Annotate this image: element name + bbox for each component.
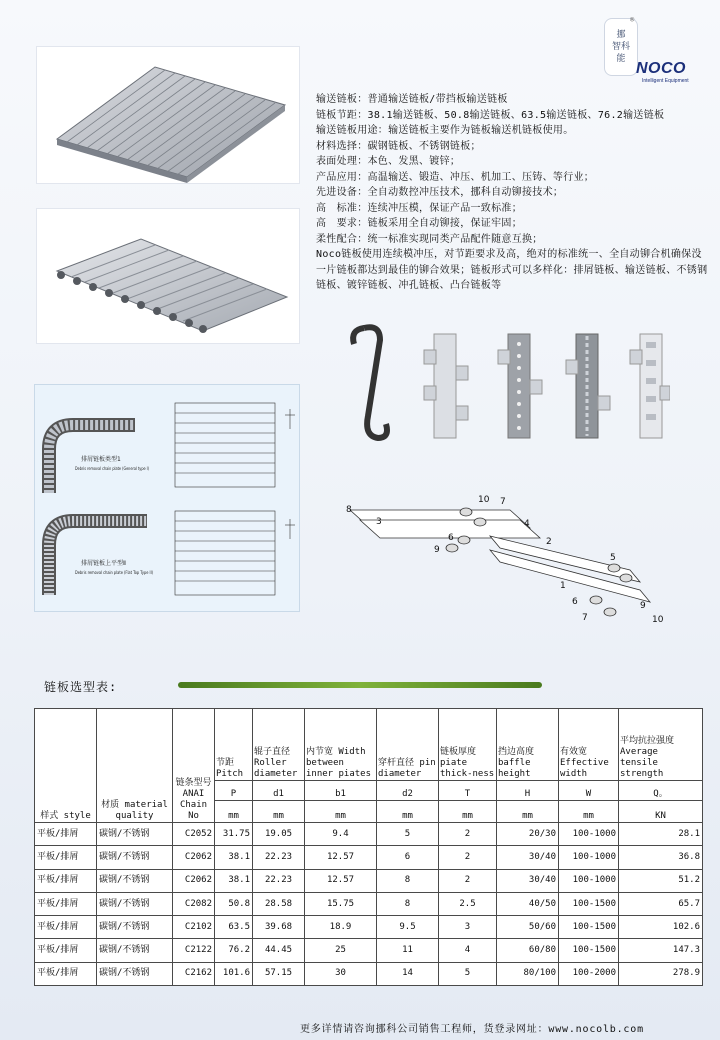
chain-no-cell: C2122 <box>173 939 215 962</box>
style-cell: 平板/排屑 <box>35 892 97 915</box>
effective-width-cell: 100-1000 <box>559 823 619 846</box>
header-pin: 穿杆直径 pin diameter <box>377 709 439 781</box>
part-number: 6 <box>572 597 578 607</box>
pin-cell: 8 <box>377 869 439 892</box>
header-pitch: 节距 Pitch <box>215 709 253 781</box>
symbol-cell: d1 <box>253 781 305 801</box>
flat-chain-plate-photo <box>36 46 300 184</box>
desc-line-usage: 输送链板用途：输送链板主要作为链板输送机链板使用。 <box>316 125 574 136</box>
part-number: 8 <box>346 505 352 515</box>
desc-line-noco: Noco链板使用连续模冲压，对节距要求及高，绝对的标准统一、全自动铆合机确保没一片链板都达到最佳的铆合效果；链板形式可以多样化：排屑链板、输送链板、不锈钢链板、镀锌链板、冲孔链板、凸台链板等 <box>316 249 708 291</box>
inner-width-cell: 12.57 <box>305 846 377 869</box>
chain-no-cell: C2082 <box>173 892 215 915</box>
unit-cell: mm <box>253 801 305 823</box>
flat-chain-plate-drawing <box>37 47 301 185</box>
part-number: 1 <box>560 581 566 591</box>
part-number: 9 <box>640 601 646 611</box>
baffle-cell: 30/40 <box>497 846 559 869</box>
roller-cell: 22.23 <box>253 869 305 892</box>
part-number: 9 <box>434 545 440 555</box>
symbol-cell: Q。 <box>619 781 703 801</box>
pin-cell: 5 <box>377 823 439 846</box>
effective-width-cell: 100-1000 <box>559 846 619 869</box>
pin-cell: 11 <box>377 939 439 962</box>
tensile-cell: 28.1 <box>619 823 703 846</box>
pitch-cell: 38.1 <box>215 869 253 892</box>
unit-cell: mm <box>559 801 619 823</box>
desc-line-pitch: 链板节距：38.1输送链板、50.8输送链板、63.5输送链板、76.2输送链板 <box>316 109 665 121</box>
roller-cell: 22.23 <box>253 846 305 869</box>
style-cell: 平板/排屑 <box>35 939 97 962</box>
table-row <box>35 892 703 915</box>
technical-drawing <box>35 385 301 613</box>
inner-width-cell: 12.57 <box>305 869 377 892</box>
material-cell: 碳钢/不锈钢 <box>97 846 173 869</box>
roller-cell: 19.05 <box>253 823 305 846</box>
selection-table <box>34 708 702 986</box>
unit-cell: KN <box>619 801 703 823</box>
chain-no-cell: C2162 <box>173 962 215 985</box>
table-row <box>35 869 703 892</box>
style-cell: 平板/排屑 <box>35 846 97 869</box>
pitch-cell: 38.1 <box>215 846 253 869</box>
title-divider <box>178 682 542 688</box>
desc-line-standard: 高 标准：连续冲压模，保证产品一致标准； <box>316 202 522 214</box>
roller-cell: 57.15 <box>253 962 305 985</box>
effective-width-cell: 100-1500 <box>559 939 619 962</box>
part-number: 10 <box>478 495 490 505</box>
header-roller: 辊子直径 Roller diameter <box>253 709 305 781</box>
header-material: 材质 material quality <box>97 709 173 823</box>
logo-char-2: 智科 <box>611 42 630 52</box>
registered-mark: ® <box>630 16 635 24</box>
logo-char-3: 能 <box>616 54 626 64</box>
pin-cell: 8 <box>377 892 439 915</box>
logo-char-1: 挪 <box>616 30 626 40</box>
roller-cell: 39.68 <box>253 916 305 939</box>
pin-cell: 9.5 <box>377 916 439 939</box>
part-number: 3 <box>376 517 382 527</box>
material-cell: 碳钢/不锈钢 <box>97 962 173 985</box>
roller-chain-plate-drawing <box>37 209 301 345</box>
header-chain-no: 链条型号ANAI Chain No <box>173 709 215 823</box>
inner-width-cell: 15.75 <box>305 892 377 915</box>
baffle-cell: 50/60 <box>497 916 559 939</box>
symbol-cell: W <box>559 781 619 801</box>
effective-width-cell: 100-1500 <box>559 892 619 915</box>
thickness-cell: 3 <box>439 916 497 939</box>
style-cell: 平板/排屑 <box>35 869 97 892</box>
symbol-cell: T <box>439 781 497 801</box>
thickness-cell: 2.5 <box>439 892 497 915</box>
tensile-cell: 36.8 <box>619 846 703 869</box>
pitch-cell: 31.75 <box>215 823 253 846</box>
baffle-cell: 80/100 <box>497 962 559 985</box>
header-style: 样式 style <box>35 709 97 823</box>
tensile-cell: 278.9 <box>619 962 703 985</box>
desc-line-fit: 柔性配合：统一标准实现同类产品配件随意互换； <box>316 233 543 245</box>
symbol-cell: b1 <box>305 781 377 801</box>
unit-cell: mm <box>497 801 559 823</box>
header-baffle: 挡边高度 baffle height <box>497 709 559 781</box>
chain-no-cell: C2102 <box>173 916 215 939</box>
unit-cell: mm <box>305 801 377 823</box>
material-cell: 碳钢/不锈钢 <box>97 892 173 915</box>
header-thickness: 链板厚度 piate thick-ness <box>439 709 497 781</box>
pitch-cell: 50.8 <box>215 892 253 915</box>
table-body <box>35 823 703 986</box>
company-logo <box>596 16 708 98</box>
chain-plate-profiles <box>340 320 670 444</box>
style-cell: 平板/排屑 <box>35 916 97 939</box>
type1-label-cn: 排屑链板类型1 <box>81 456 121 463</box>
inner-width-cell: 9.4 <box>305 823 377 846</box>
pitch-cell: 101.6 <box>215 962 253 985</box>
debris-removal-chain-drawing <box>34 384 300 612</box>
header-tensile: 平均抗拉强度 Average tensile strength <box>619 709 703 781</box>
footer-contact: 更多详情请咨询挪科公司销售工程师，货登录网址：www.nocolb.com <box>300 1024 644 1035</box>
material-cell: 碳钢/不锈钢 <box>97 939 173 962</box>
part-number: 4 <box>524 519 530 529</box>
thickness-cell: 2 <box>439 869 497 892</box>
header-inner-width: 内节宽 Width between inner piates <box>305 709 377 781</box>
type1-label-en: Debris removal chain plate (General type I) <box>75 467 173 472</box>
chain-no-cell: C2052 <box>173 823 215 846</box>
effective-width-cell: 100-2000 <box>559 962 619 985</box>
pin-cell: 6 <box>377 846 439 869</box>
roller-chain-plate-photo <box>36 208 300 344</box>
roller-cell: 44.45 <box>253 939 305 962</box>
selection-table-title: 链板选型表: <box>44 680 118 694</box>
baffle-cell: 40/50 <box>497 892 559 915</box>
thickness-cell: 5 <box>439 962 497 985</box>
part-number: 10 <box>652 615 664 625</box>
table-row <box>35 939 703 962</box>
type2-label-en: Debris removal chain plate (Flat Top Type II) <box>75 571 174 576</box>
unit-cell: mm <box>215 801 253 823</box>
inner-width-cell: 25 <box>305 939 377 962</box>
profiles-drawing <box>340 320 670 444</box>
symbol-cell: H <box>497 781 559 801</box>
style-cell: 平板/排屑 <box>35 823 97 846</box>
thickness-cell: 4 <box>439 939 497 962</box>
style-cell: 平板/排屑 <box>35 962 97 985</box>
logo-name: NOCO <box>636 60 686 77</box>
symbol-cell: P <box>215 781 253 801</box>
chain-no-cell: C2062 <box>173 869 215 892</box>
type2-label-cn: 排屑链板上平型Ⅱ <box>81 560 126 567</box>
logo-badge <box>604 18 638 76</box>
part-number: 7 <box>500 497 506 507</box>
header-effective: 有效宽 Effective width <box>559 709 619 781</box>
table-row <box>35 823 703 846</box>
part-number: 2 <box>546 537 552 547</box>
material-cell: 碳钢/不锈钢 <box>97 823 173 846</box>
thickness-cell: 2 <box>439 846 497 869</box>
part-number: 7 <box>582 613 588 623</box>
pitch-cell: 63.5 <box>215 916 253 939</box>
symbol-cell: d2 <box>377 781 439 801</box>
thickness-cell: 2 <box>439 823 497 846</box>
inner-width-cell: 18.9 <box>305 916 377 939</box>
tensile-cell: 147.3 <box>619 939 703 962</box>
desc-line-requirement: 高 要求：链板采用全自动铆接，保证牢固； <box>316 218 522 229</box>
table-row <box>35 962 703 985</box>
unit-cell: mm <box>439 801 497 823</box>
baffle-cell: 30/40 <box>497 869 559 892</box>
desc-line-equipment: 先进设备：全自动数控冲压技术，挪科自动铆接技术； <box>316 187 564 198</box>
tensile-cell: 65.7 <box>619 892 703 915</box>
pitch-cell: 76.2 <box>215 939 253 962</box>
part-number: 6 <box>448 533 454 543</box>
tensile-cell: 51.2 <box>619 869 703 892</box>
logo-subtitle: Intelligent Equipment <box>642 78 689 84</box>
table-row <box>35 846 703 869</box>
table-row <box>35 916 703 939</box>
product-description <box>316 92 708 294</box>
pin-cell: 14 <box>377 962 439 985</box>
assembly-drawing <box>340 480 670 640</box>
unit-cell: mm <box>377 801 439 823</box>
effective-width-cell: 100-1500 <box>559 916 619 939</box>
material-cell: 碳钢/不锈钢 <box>97 916 173 939</box>
desc-line-material: 材料选择：碳钢链板、不锈钢链板； <box>316 140 481 152</box>
desc-line-surface: 表面处理：本色、发黑、镀锌； <box>316 156 461 167</box>
inner-width-cell: 30 <box>305 962 377 985</box>
baffle-cell: 60/80 <box>497 939 559 962</box>
desc-line-application: 产品应用：高温输送、锻造、冲压、机加工、压铸、等行业； <box>316 171 595 183</box>
tensile-cell: 102.6 <box>619 916 703 939</box>
part-number: 5 <box>610 553 616 563</box>
material-cell: 碳钢/不锈钢 <box>97 869 173 892</box>
desc-line-type: 输送链板：普通输送链板/带挡板输送链板 <box>316 94 508 105</box>
baffle-cell: 20/30 <box>497 823 559 846</box>
chain-no-cell: C2062 <box>173 846 215 869</box>
effective-width-cell: 100-1000 <box>559 869 619 892</box>
roller-cell: 28.58 <box>253 892 305 915</box>
chain-assembly-diagram <box>340 480 670 640</box>
